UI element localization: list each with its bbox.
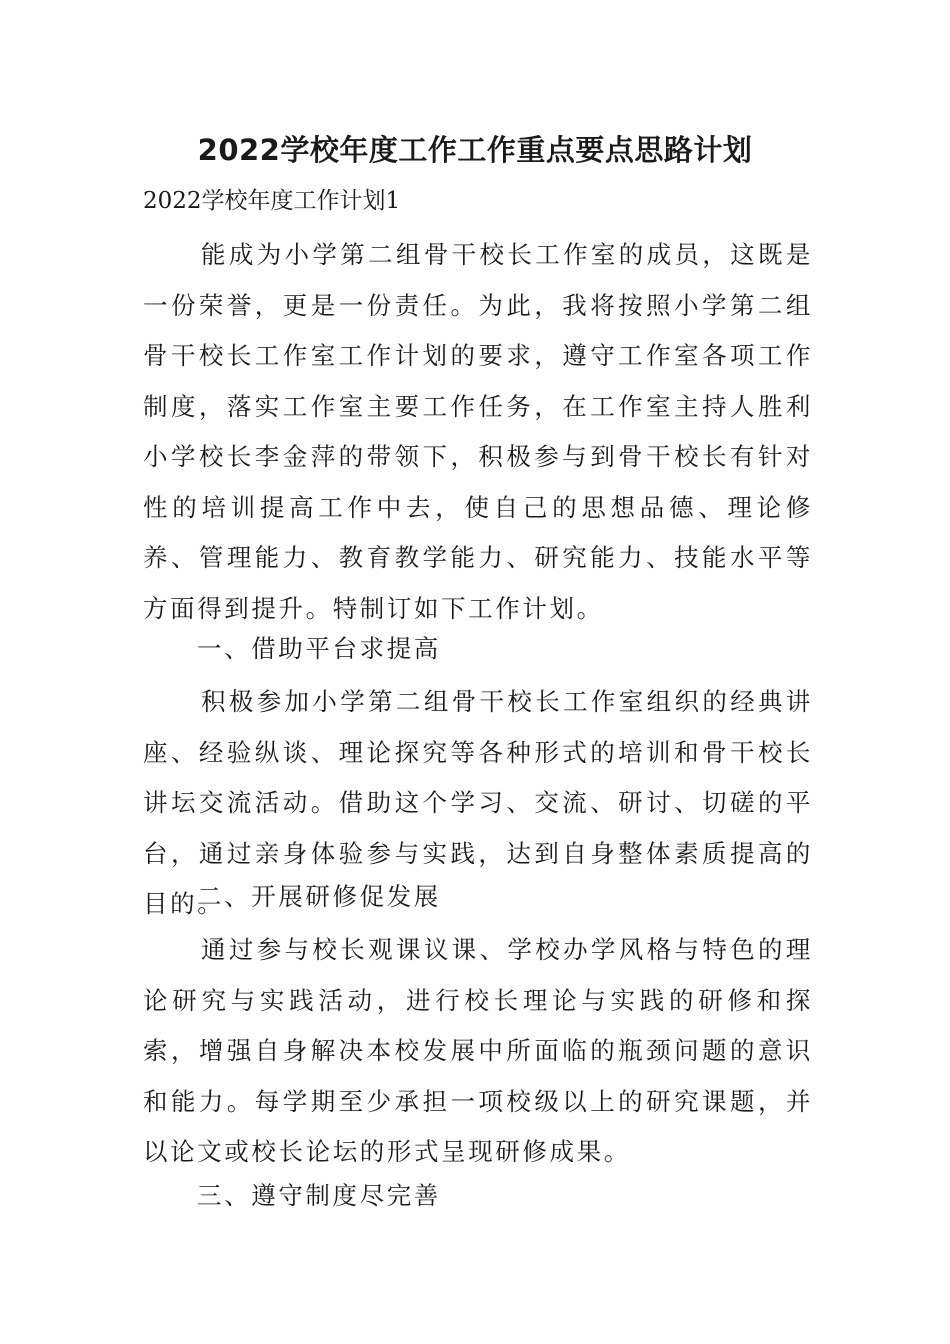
section-2-paragraph: 通过参与校长观课议课、学校办学风格与特色的理论研究与实践活动，进行校长理论与实践的研修和探索，增强自身解决本校发展中所面临的瓶颈问题的意识和能力。每学期至少承担一项校级以上的研究课题，并以论文或校长论坛的形式呈现研修成果。 [143,935,813,1166]
section-heading-1: 一、借助平台求提高 [197,634,441,663]
section-heading-3: 三、遵守制度尽完善 [197,1181,441,1210]
intro-paragraph: 能成为小学第二组骨干校长工作室的成员，这既是一份荣誉，更是一份责任。为此，我将按照小学第二组骨干校长工作室工作计划的要求，遵守工作室各项工作制度，落实工作室主要工作任务，在工作室主持人胜利小学校长李金萍的带领下，积极参与到骨干校长有针对性的培训提高工作中去，使自己的思想品德、理论修养、管理能力、教育教学能力、研究能力、技能水平等方面得到提升。特制订如下工作计划。 [143,240,813,623]
document-title: 2022学校年度工作工作重点要点思路计划 [197,133,753,167]
document-subtitle: 2022学校年度工作计划1 [143,188,401,214]
section-1-paragraph: 积极参加小学第二组骨干校长工作室组织的经典讲座、经验纵谈、理论探究等各种形式的培训和骨干校长讲坛交流活动。借助这个学习、交流、研讨、切磋的平台，通过亲身体验参与实践，达到自身整体素质提高的目的。 [143,687,813,918]
section-heading-2: 二、开展研修促发展 [197,882,441,911]
